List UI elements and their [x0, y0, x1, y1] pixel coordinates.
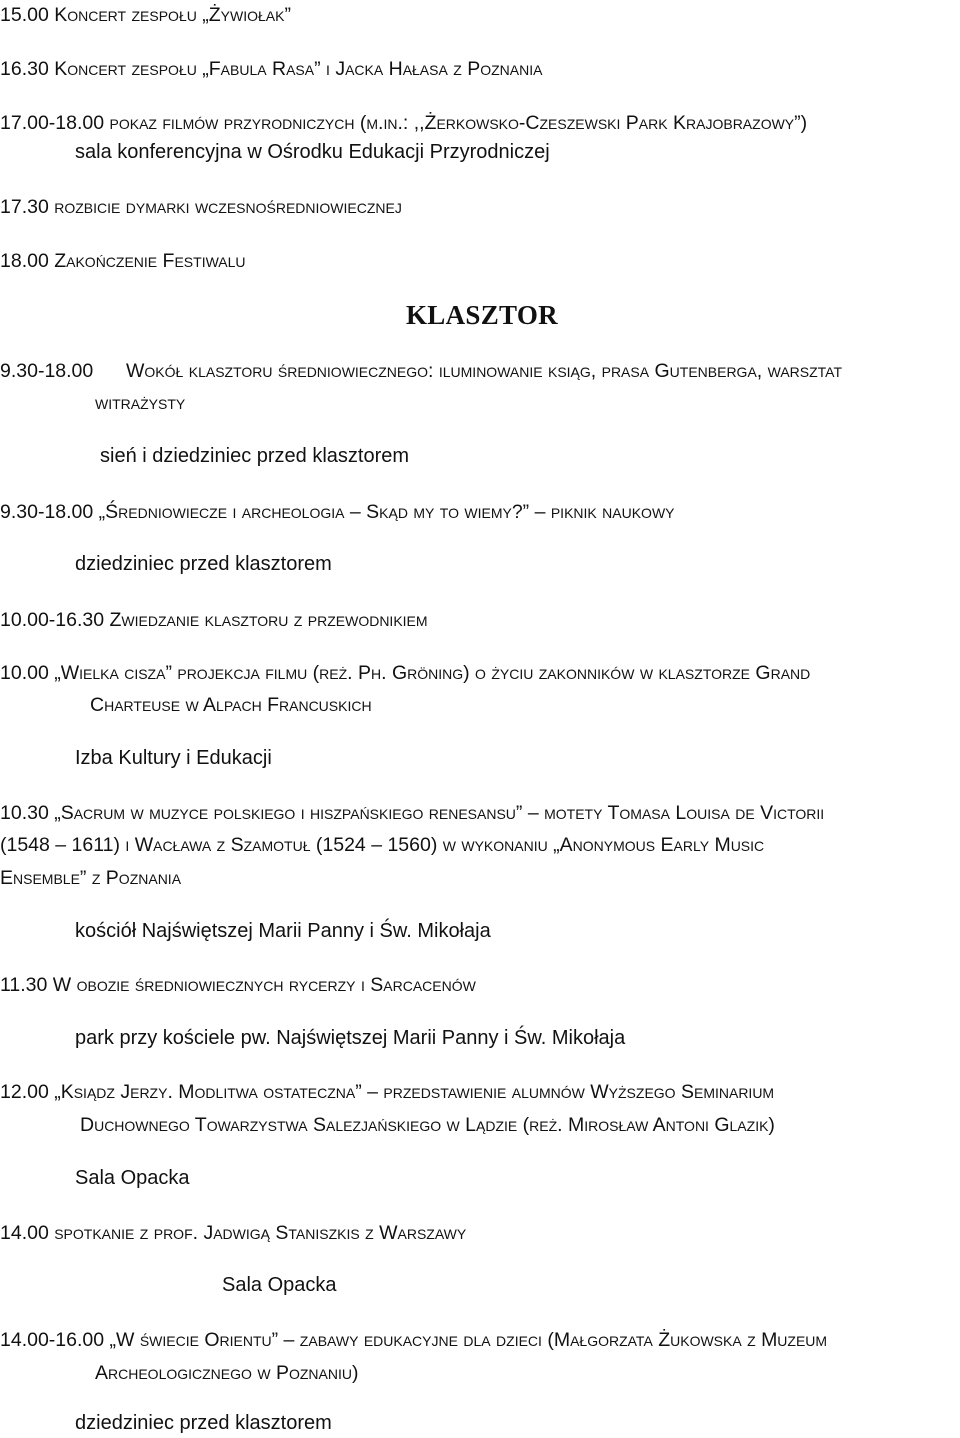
entry-w-swiecie-orientu: 14.00-16.00 „W świecie Orientu” – zabawy edukacyjne dla dzieci (Małgorzata Żukowska z Muzeum [0, 1329, 828, 1351]
location-sala-opacka-1: Sala Opacka [75, 1167, 190, 1189]
entry-sacrum-cont-1: (1548 – 1611) i Wacława z Szamotuł (1524 – 1560) w wykonaniu „Anonymous Early Music [0, 834, 765, 856]
entry-wielka-cisza-cont: Charteuse w Alpach Francuskich [90, 694, 372, 716]
entry-w-swiecie-orientu-cont: Archeologicznego w Poznaniu) [95, 1362, 359, 1384]
entry-koncert-zywiolak: 15.00 Koncert zespołu „Żywiołak” [0, 4, 291, 26]
entry-spotkanie-staniszkis: 14.00 spotkanie z prof. Jadwigą Staniszkis z Warszawy [0, 1222, 467, 1244]
entry-wokol-klasztoru: Wokół klasztoru średniowiecznego: iluminowanie ksiąg, prasa Gutenberga, warsztat [126, 360, 843, 382]
location-sala-opacka-2: Sala Opacka [222, 1274, 337, 1296]
entry-ksiadz-jerzy-cont: Duchownego Towarzystwa Salezjańskiego w Lądzie (reż. Mirosław Antoni Glazik) [80, 1114, 775, 1136]
entry-rozbicie-dymarki: 17.30 rozbicie dymarki wczesnośredniowiecznej [0, 196, 402, 218]
location-izba-kultury: Izba Kultury i Edukacji [75, 747, 272, 769]
entry-zakonczenie-festiwalu: 18.00 Zakończenie Festiwalu [0, 250, 246, 272]
entry-oboz-rycerzy: 11.30 W obozie średniowiecznych rycerzy i Sarcacenów [0, 974, 476, 996]
entry-pokaz-filmow: 17.00-18.00 pokaz filmów przyrodniczych (m.in.: ,,Żerkowsko-Czeszewski Park Krajobrazowy”) [0, 112, 808, 134]
entry-ksiadz-jerzy: 12.00 „Ksiądz Jerzy. Modlitwa ostateczna” – przedstawienie alumnów Wyższego Seminarium [0, 1081, 775, 1103]
entry-time-wokol-klasztoru: 9.30-18.00 [0, 360, 94, 382]
entry-sacrum-w-muzyce: 10.30 „Sacrum w muzyce polskiego i hiszpańskiego renesansu” – motety Tomasa Louisa de Victorii [0, 802, 825, 824]
entry-koncert-fabula-rasa: 16.30 Koncert zespołu „Fabula Rasa” i Jacka Hałasa z Poznania [0, 58, 543, 80]
location-sien-dziedziniec: sień i dziedziniec przed klasztorem [100, 445, 410, 467]
section-heading-klasztor: KLASZTOR [406, 300, 558, 330]
entry-wielka-cisza: 10.00 „Wielka cisza” projekcja filmu (reż. Ph. Gröning) o życiu zakonników w klasztorze Grand [0, 662, 811, 684]
location-dziedziniec-2: dziedziniec przed klasztorem [75, 1412, 332, 1434]
entry-piknik-naukowy: 9.30-18.00 „Średniowiecze i archeologia – Skąd my to wiemy?” – piknik naukowy [0, 501, 675, 523]
location-dziedziniec-1: dziedziniec przed klasztorem [75, 553, 332, 575]
entry-wokol-klasztoru-cont: witrażysty [95, 392, 186, 414]
location-kosciol: kościół Najświętszej Marii Panny i Św. Mikołaja [75, 920, 491, 942]
entry-zwiedzanie-klasztoru: 10.00-16.30 Zwiedzanie klasztoru z przewodnikiem [0, 609, 428, 631]
location-park-przy-kosciele: park przy kościele pw. Najświętszej Marii Panny i Św. Mikołaja [75, 1027, 626, 1049]
location-sala-konferencyjna: sala konferencyjna w Ośrodku Edukacji Przyrodniczej [75, 141, 550, 163]
entry-sacrum-cont-2: Ensemble” z Poznania [0, 867, 182, 889]
